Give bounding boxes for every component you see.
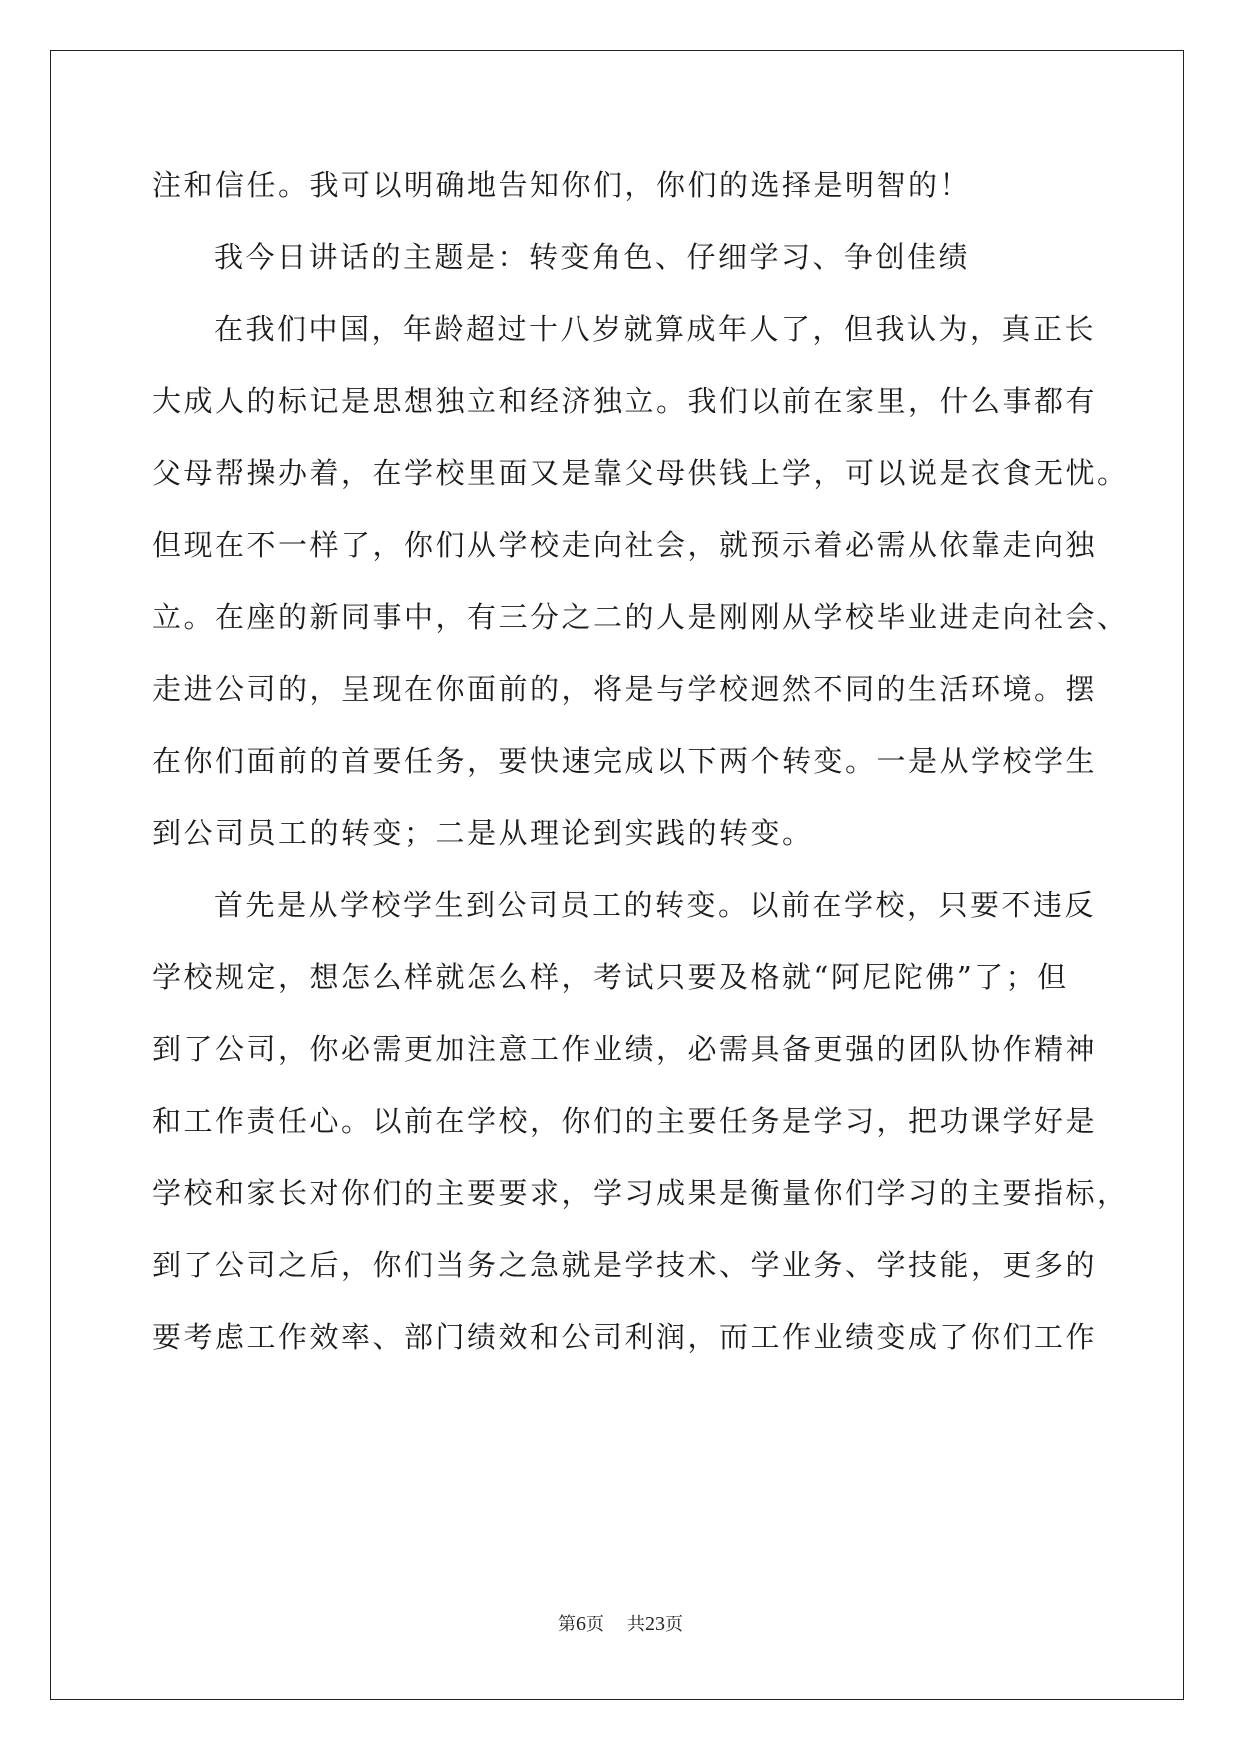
text-line: 学校和家长对你们的主要要求，学习成果是衡量你们学习的主要指标，	[152, 1176, 1129, 1210]
text-line: 父母帮操办着，在学校里面又是靠父母供钱上学，可以说是衣食无忧。	[152, 456, 1129, 490]
page-number: 6	[576, 1613, 587, 1635]
text-line: 但现在不一样了，你们从学校走向社会，就预示着必需从依靠走向独	[152, 528, 1098, 562]
paragraph-first-line: 首先是从学校学生到公司员工的转变。以前在学校，只要不违反	[214, 888, 1097, 922]
text-line: 走进公司的，呈现在你面前的，将是与学校迥然不同的生活环境。摆	[152, 672, 1098, 706]
text-line: 到公司员工的转变；二是从理论到实践的转变。	[152, 816, 814, 850]
text-line: 要考虑工作效率、部门绩效和公司利润，而工作业绩变成了你们工作	[152, 1320, 1098, 1354]
text-line: 立。在座的新同事中，有三分之二的人是刚刚从学校毕业进走向社会、	[152, 600, 1129, 634]
text-line: 和工作责任心。以前在学校，你们的主要任务是学习，把功课学好是	[152, 1104, 1098, 1138]
page-border	[50, 50, 1184, 1700]
page-suffix: 页	[586, 1614, 605, 1635]
text-line: 大成人的标记是思想独立和经济独立。我们以前在家里，什么事都有	[152, 384, 1098, 418]
total-suffix: 页	[664, 1614, 683, 1635]
text-line: 到了公司，你必需更加注意工作业绩，必需具备更强的团队协作精神	[152, 1032, 1098, 1066]
text-line: 学校规定，想怎么样就怎么样，考试只要及格就“阿尼陀佛”了；但	[152, 960, 1069, 994]
text-line: 在你们面前的首要任务，要快速完成以下两个转变。一是从学校学生	[152, 744, 1098, 778]
page-footer	[0, 1612, 1241, 1637]
paragraph-first-line: 在我们中国，年龄超过十八岁就算成年人了，但我认为，真正长	[214, 312, 1097, 346]
total-pages: 23	[644, 1613, 665, 1635]
text-line: 到了公司之后，你们当务之急就是学技术、学业务、学技能，更多的	[152, 1248, 1098, 1282]
paragraph-first-line: 我今日讲话的主题是：转变角色、仔细学习、争创佳绩	[214, 240, 971, 274]
text-line: 注和信任。我可以明确地告知你们，你们的选择是明智的！	[152, 168, 972, 202]
total-prefix: 共	[626, 1614, 645, 1635]
page-prefix: 第	[558, 1614, 577, 1635]
